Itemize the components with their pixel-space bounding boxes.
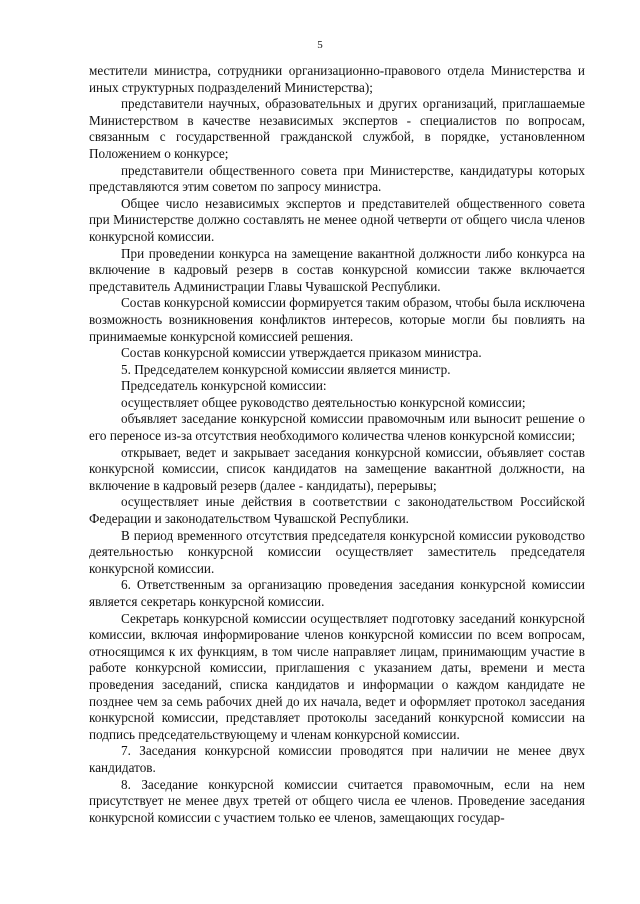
paragraph: Общее число независимых экспертов и представителей общественного совета при Министерстве должно составлять не менее одной четверти от общего числа членов конкурсной комиссии. [89,195,585,244]
paragraph: При проведении конкурса на замещение вакантной должности либо конкурса на включение в кадровый резерв в состав конкурсной комиссии также включается представитель Администрации Главы Чувашской Республики. [89,245,585,294]
paragraph: открывает, ведет и закрывает заседания конкурсной комиссии, объявляет состав конкурсной комиссии, список кандидатов на замещение вакантной должности, на включение в кадровый резерв (далее - кандидаты), перерывы; [89,444,585,493]
paragraph: представители научных, образовательных и других организаций, приглашаемые Министерством в качестве независимых экспертов - специалистов по вопросам, связанным с государственной гражданской службой, в порядке, установленном Положением о конкурсе; [89,96,585,161]
paragraph: 8. Заседание конкурсной комиссии считается правомочным, если на нем присутствует не менее двух третей от общего числа ее членов. Проведение заседания конкурсной комиссии с участием только ее членов, замещающих государ- [89,776,585,825]
paragraph: Состав конкурсной комиссии формируется таким образом, чтобы была исключена возможность возникновения конфликтов интересов, которые могли бы повлиять на принимаемые конкурсной комиссией решения. [89,295,585,344]
document-body [89,63,585,826]
paragraph: осуществляет иные действия в соответствии с законодательством Российской Федерации и законодательством Чувашской Республики. [89,494,585,527]
paragraph: представители общественного совета при Министерстве, кандидатуры которых представляются этим советом по запросу министра. [89,162,585,195]
paragraph: Секретарь конкурсной комиссии осуществляет подготовку заседаний конкурсной комиссии, включая информирование членов конкурсной комиссии по всем вопросам, относящимся к их функциям, в том числе направляет лицам, принимающим участие в работе конкурсной комиссии, приглашения с указанием даты, времени и места проведения заседаний, списка кандидатов и информации о каждом кандидате не позднее чем за семь рабочих дней до их начала, ведет и оформляет протокол заседания конкурсной комиссии, представляет протоколы заседаний конкурсной комиссии на подпись председательствующему и членам конкурсной комиссии. [89,610,585,742]
paragraph: 5. Председателем конкурсной комиссии является министр. [121,361,451,377]
paragraph: Состав конкурсной комиссии утверждается приказом министра. [121,345,482,361]
page-number: 5 [317,39,323,51]
paragraph: Председатель конкурсной комиссии: [121,378,327,394]
paragraph: местители министра, сотрудники организационно-правового отдела Министерства и иных структурных подразделений Министерства); [89,63,585,95]
paragraph: В период временного отсутствия председателя конкурсной комиссии руководство деятельностью конкурсной комиссии осуществляет заместитель председателя конкурсной комиссии. [89,527,585,576]
paragraph: объявляет заседание конкурсной комиссии правомочным или выносит решение о его переносе из-за отсутствия необходимого количества членов конкурсной комиссии; [89,411,585,444]
paragraph: 7. Заседания конкурсной комиссии проводятся при наличии не менее двух кандидатов. [89,743,585,775]
paragraph: 6. Ответственным за организацию проведения заседания конкурсной комиссии является секретарь конкурсной комиссии. [89,577,585,609]
paragraph: осуществляет общее руководство деятельностью конкурсной комиссии; [121,394,526,410]
